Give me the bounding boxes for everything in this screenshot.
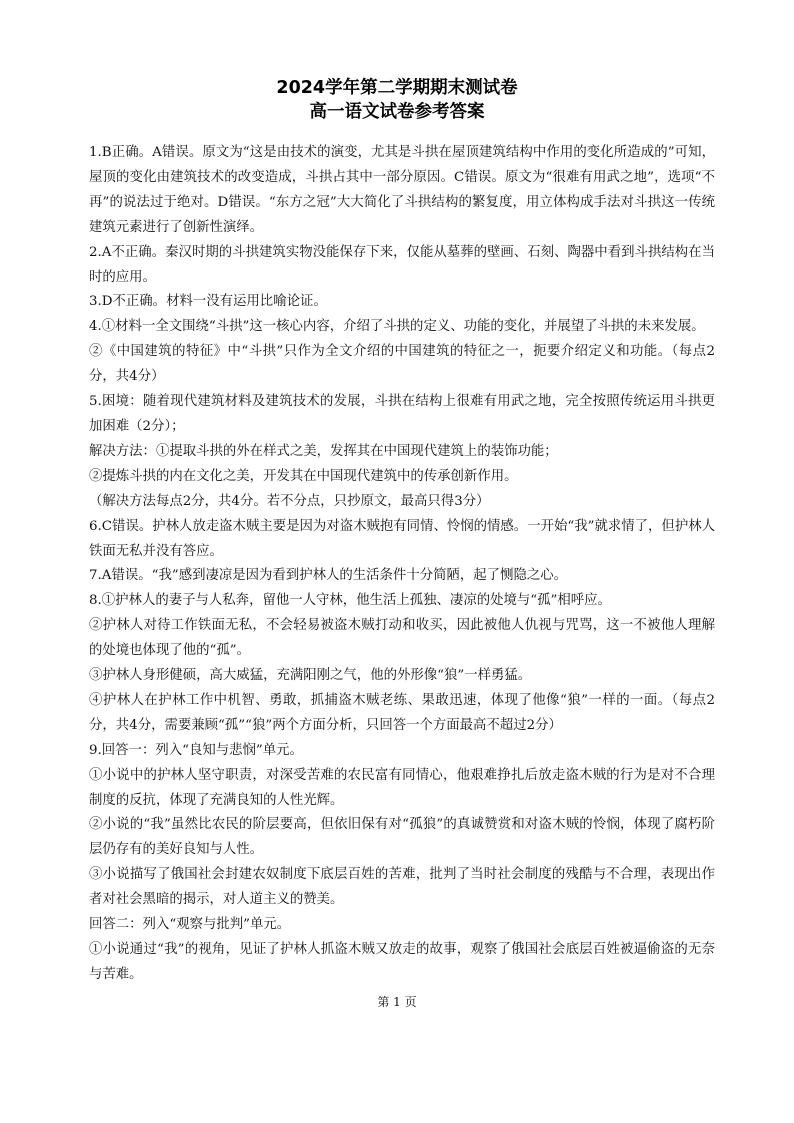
answer-4-point-1: 4.①材料一全文围绕“斗拱”这一核心内容，介绍了斗拱的定义、功能的变化，并展望了斗拱的未来发展。 (89, 319, 705, 335)
page-number: 第 1 页 (377, 995, 417, 1009)
answer-8-point-3: ③护林人身形健硕，高大威猛，充满阳刚之气，他的外形像“狼”一样勇猛。 (89, 668, 532, 684)
answer-3: 3.D不正确。材料一没有运用比喻论证。 (89, 294, 327, 310)
answer-2: 2.A不正确。秦汉时期的斗拱建筑实物没能保存下来，仅能从墓葬的壁画、石刻、陶器中看到斗拱结构在当时的应用。 (89, 244, 715, 285)
answer-8-point-2: ②护林人对待工作铁面无私，不会轻易被盗木贼打动和收买，因此被他人仇视与咒骂，这一不被他人理解的处境也体现了他的“孤”。 (89, 618, 715, 659)
answer-9-response-2-heading: 回答二：列入“观察与批判”单元。 (89, 917, 291, 933)
answer-9-response-1-point-2: ②小说的“我”虽然比农民的阶层要高，但依旧保有对“孤狼”的真诚赞赏和对盗木贼的怜悯，体现了腐朽阶层仍存有的美好良知与人性。 (89, 817, 715, 858)
title-block (0, 76, 794, 124)
answer-5-solution-1: 解决方法：①提取斗拱的外在样式之美，发挥其在中国现代建筑上的装饰功能； (89, 443, 558, 459)
answer-list (89, 141, 715, 988)
answer-5-dilemma: 5.困境：随着现代建筑材料及建筑技术的发展，斗拱在结构上很难有用武之地，完全按照传统运用斗拱更加困难（2分）； (89, 394, 715, 434)
answer-7: 7.A错误。“我”感到凄凉是因为看到护林人的生活条件十分简陋，起了恻隐之心。 (89, 568, 568, 584)
answer-1: 1.B正确。A错误。原文为“这是由技术的演变，尤其是斗拱在屋顶建筑结构中作用的变化所造成的”可知，屋顶的变化由建筑技术的改变造成，斗拱占其中一部分原因。C错误。原文为“很难有用武之地”，选项“不再”的说法过于绝对。D错误。“东方之冠”大大简化了斗拱结构的繁复度，用立体构成手法对斗拱这一传统建筑元素进行了创新性演绎。 (89, 145, 715, 235)
answer-8-point-4: ④护林人在护林工作中机智、勇敢，抓捕盗木贼老练、果敢迅速，体现了他像“狼”一样的一面。（每点2分，共4分，需要兼顾“孤”“狼”两个方面分析，只回答一个方面最高不超过2分） (89, 692, 715, 733)
answer-9-response-1-heading: 9.回答一：列入“良知与悲悯”单元。 (89, 742, 303, 758)
answer-5-scoring-note: （解决方法每点2分，共4分。若不分点，只抄原文，最高只得3分） (89, 493, 490, 509)
answer-9-response-1-point-3: ③小说描写了俄国社会封建农奴制度下底层百姓的苦难，批判了当时社会制度的残酷与不合理，表现出作者对社会黑暗的揭示，对人道主义的赞美。 (89, 867, 715, 908)
answer-4-point-2: ②《中国建筑的特征》中“斗拱”只作为全文介绍的中国建筑的特征之一，扼要介绍定义和功能。（每点2分，共4分） (89, 344, 715, 385)
page-title: 2024学年第二学期期末测试卷 (276, 78, 518, 98)
answer-8-point-1: 8.①护林人的妻子与人私奔，留他一人守林，他生活上孤独、凄凉的处境与“孤”相呼应。 (89, 593, 611, 609)
answer-9-response-2-point-1: ①小说通过“我”的视角，见证了护林人抓盗木贼又放走的故事，观察了俄国社会底层百姓被逼偷盗的无奈与苦难。 (89, 942, 715, 982)
answer-9-response-1-point-1: ①小说中的护林人坚守职责，对深受苦难的农民富有同情心，他艰难挣扎后放走盗木贼的行为是对不合理制度的反抗，体现了充满良知的人性光辉。 (89, 767, 715, 808)
answer-6: 6.C错误。护林人放走盗木贼主要是因为对盗木贼抱有同情、怜悯的情感。一开始“我”就求情了，但护林人铁面无私并没有答应。 (89, 518, 715, 559)
page-subtitle: 高一语文试卷参考答案 (309, 102, 485, 122)
answer-5-solution-2: ②提炼斗拱的内在文化之美，开发其在中国现代建筑中的传承创新作用。 (89, 468, 518, 484)
